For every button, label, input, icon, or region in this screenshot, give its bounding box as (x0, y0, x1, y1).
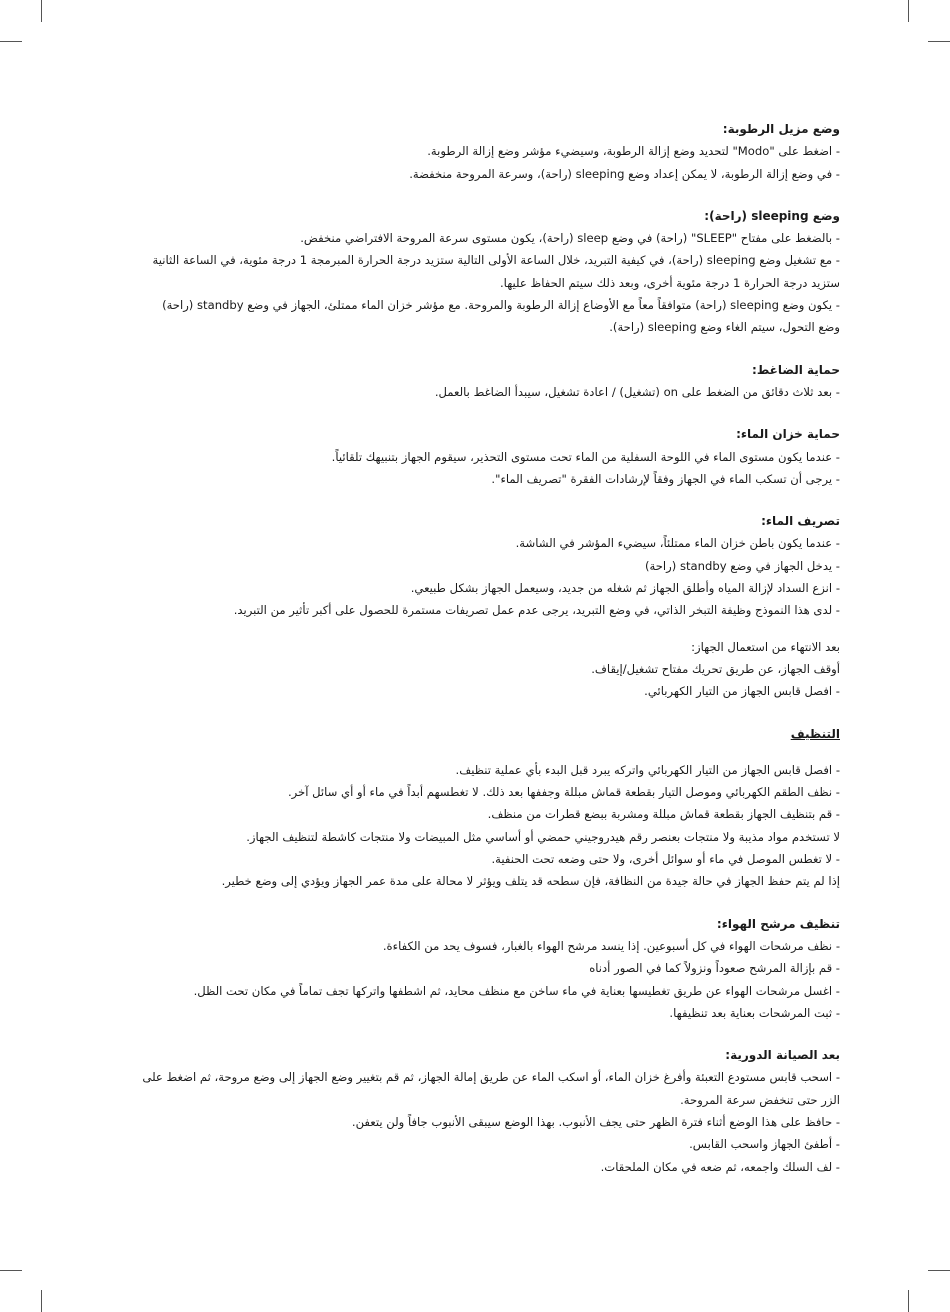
crop-mark (928, 1270, 950, 1271)
document-page (140, 118, 840, 1198)
crop-mark (928, 41, 950, 42)
paragraph-line: - نظف مرشحات الهواء في كل أسبوعين. إذا ينسد مرشح الهواء بالغبار، فسوف يحد من الكفاءة. (382, 938, 840, 953)
paragraph-line: - افصل قابس الجهاز من التيار الكهربائي. (644, 684, 840, 699)
section-drainage (140, 510, 840, 702)
section-heading: بعد الصيانة الدورية: (725, 1048, 840, 1063)
paragraph-line: لا تستخدم مواد مذيبة ولا منتجات بعنصر رقم هيدروجيني حمضي أو أساسي مثل المبيضات ولا منتجات كاشطة لتنظيف الجهاز. (246, 829, 840, 844)
section-heading: تصريف الماء: (761, 514, 840, 529)
section-heading: تنظيف مرشح الهواء: (716, 916, 840, 931)
section-air-filter (140, 913, 840, 1024)
paragraph-line: - ثبت المرشحات بعناية بعد تنظيفها. (669, 1005, 840, 1020)
paragraph-line: - في وضع إزالة الرطوبة، لا يمكن إعداد وضع sleeping (راحة)، وسرعة المروحة منخفضة. (409, 166, 840, 181)
crop-mark (0, 41, 22, 42)
paragraph-line: - لا تغطس الموصل في ماء أو سوائل أخرى، ولا حتى وضعه تحت الحنفية. (491, 852, 840, 867)
section-cleaning (140, 723, 840, 893)
paragraph-line: بعد الانتهاء من استعمال الجهاز: (691, 639, 840, 654)
section-heading: حماية خزان الماء: (736, 427, 840, 442)
paragraph-line: - بالضغط على مفتاح "SLEEP" (راحة) في وضع sleep (راحة)، يكون مستوى سرعة المروحة الافتراضي منخفض. (300, 231, 840, 246)
paragraph-line: - اسحب قابس مستودع التعبئة وأفرغ خزان الماء، أو اسكب الماء عن طريق إمالة الجهاز، ثم قم بتغيير وضع الجهاز إلى وضع مروحة، ثم اضغط على الزر حتى تنخفض سرعة المروحة. (142, 1070, 840, 1107)
section-heading: التنظيف (790, 726, 840, 741)
paragraph-line: - بعد ثلاث دقائق من الضغط على on (تشغيل) / اعادة تشغيل، سيبدأ الضاغط بالعمل. (434, 384, 840, 399)
section-heading: وضع sleeping (راحة): (704, 208, 840, 223)
section-dehumidifier (140, 118, 840, 185)
crop-mark (41, 0, 42, 22)
section-heading: حماية الضاغط: (752, 362, 840, 377)
section-maintenance (140, 1044, 840, 1178)
section-sleeping (140, 205, 840, 339)
paragraph-line: - يكون وضع sleeping (راحة) متوافقاً معاً مع الأوضاع إزالة الرطوبة والمروحة. مع مؤشر خزان الماء ممتلئ، الجهاز في وضع standby (راحة) وضع التحول، سيتم الغاء وضع sleeping (راحة). (162, 298, 840, 335)
paragraph-line: - عندما يكون باطن خزان الماء ممتلئاً، سيضيء المؤشر في الشاشة. (515, 536, 840, 551)
paragraph-line: - مع تشغيل وضع sleeping (راحة)، في كيفية التبريد، خلال الساعة الأولى التالية ستزيد درجة الحرارة المبرمجة 1 درجة مئوية، في الساعة الثانية ستزيد درجة الحرارة 1 درجة مئوية أخرى، وبعد ذلك سيتم الحفاظ عليها. (152, 253, 840, 290)
section-compressor (140, 359, 840, 404)
paragraph-line: - أطفئ الجهاز واسحب القابس. (689, 1137, 840, 1152)
paragraph-line: إذا لم يتم حفظ الجهاز في حالة جيدة من النظافة، فإن سطحه قد يتلف ويؤثر لا محالة على مدة عمر الجهاز ويؤدي إلى وضع خطير. (221, 874, 840, 889)
section-water-tank (140, 423, 840, 490)
paragraph-line: - حافظ على هذا الوضع أثناء فترة الظهر حتى يجف الأنبوب. بهذا الوضع سيبقى الأنبوب جافاً ولن يتعفن. (351, 1114, 840, 1129)
paragraph-line: - قم بتنظيف الجهاز بقطعة قماش مبللة ومشربة ببضع قطرات من منظف. (487, 807, 840, 822)
crop-mark (41, 1290, 42, 1312)
paragraph-line: - نظف الطقم الكهربائي وموصل التيار بقطعة قماش مبللة وجففها بعد ذلك. لا تغطسهم أبداً في ماء أو أي سائل آخر. (287, 785, 840, 800)
crop-mark (0, 1270, 22, 1271)
paragraph-line: - يدخل الجهاز في وضع standby (راحة) (645, 558, 840, 573)
paragraph-line: - يرجى أن تسكب الماء في الجهاز وفقاً لإرشادات الفقرة "تصريف الماء". (491, 471, 840, 486)
paragraph-line: - اغسل مرشحات الهواء عن طريق تغطيسها بعناية في ماء ساخن مع منظف محايد، ثم اشطفها واتركها تجف تماماً في مكان تحت الظل. (193, 983, 840, 998)
paragraph-line: - لف السلك واجمعه، ثم ضعه في مكان الملحقات. (600, 1159, 840, 1174)
crop-mark (908, 1290, 909, 1312)
section-heading: وضع مزيل الرطوبة: (722, 122, 840, 136)
paragraph-line: - قم بإزالة المرشح صعوداً ونزولاً كما في الصور أدناه (589, 961, 840, 976)
crop-mark (908, 0, 909, 22)
spacer (140, 622, 840, 636)
paragraph-line: - افصل قابس الجهاز من التيار الكهربائي واتركه يبرد قبل البدء بأي عملية تنظيف. (455, 762, 840, 777)
paragraph-line: أوقف الجهاز، عن طريق تحريك مفتاح تشغيل/إيقاف. (591, 661, 840, 676)
paragraph-line: - انزع السداد لإزالة المياه وأطلق الجهاز ثم شغله من جديد، وسيعمل الجهاز بشكل طبيعي. (410, 581, 840, 596)
paragraph-line: - عندما يكون مستوى الماء في اللوحة السفلية من الماء تحت مستوى التحذير، سيقوم الجهاز بتنبيهك تلقائياً. (331, 449, 840, 464)
paragraph-line: - اضغط على "Modo" لتحديد وضع إزالة الرطوبة، وسيضيء مؤشر وضع إزالة الرطوبة. (427, 144, 840, 159)
paragraph-line: - لدى هذا النموذج وظيفة التبخر الذاتي، في وضع التبريد، يرجى عدم عمل تصريفات مستمرة للحصول على أكبر تأثير من التبريد. (233, 603, 840, 618)
spacer (140, 745, 840, 759)
